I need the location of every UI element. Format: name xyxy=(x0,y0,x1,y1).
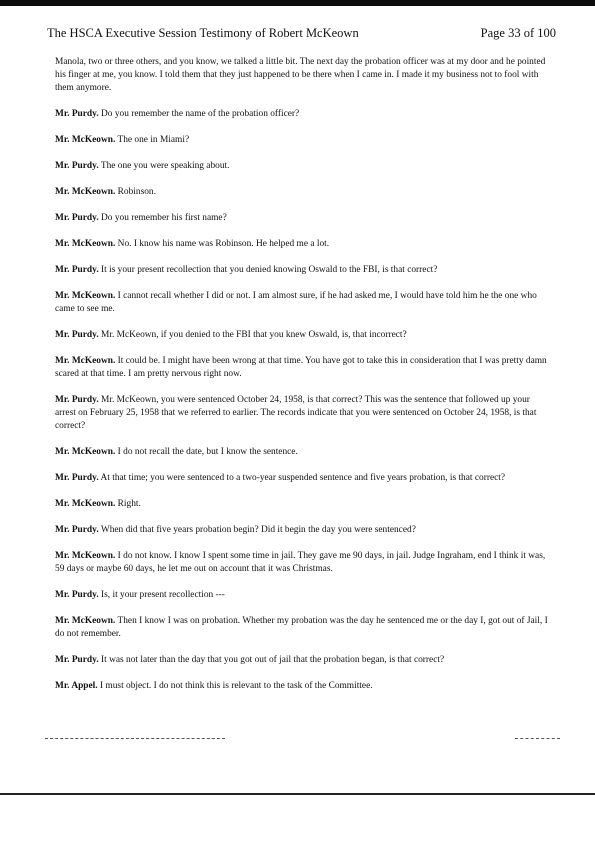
speech-text: Then I know I was on probation. Whether my probation was the day he sentenced me or the day I, got out of Jail, I do not remember. xyxy=(55,616,548,639)
transcript-exchange xyxy=(55,134,551,147)
transcript-exchange xyxy=(55,160,551,173)
speaker-name: Mr. McKeown. xyxy=(55,291,116,301)
transcript-exchange xyxy=(55,446,551,459)
speaker-name: Mr. Purdy. xyxy=(55,330,99,340)
speech-text: The one you were speaking about. xyxy=(100,161,230,171)
speaker-name: Mr. Purdy. xyxy=(55,655,99,665)
speaker-name: Mr. Purdy. xyxy=(55,265,99,275)
speech-text: I do not recall the date, but I know the sentence. xyxy=(117,447,298,457)
transcript-exchange xyxy=(55,264,551,277)
transcript-exchange xyxy=(55,329,551,342)
speaker-name: Mr. McKeown. xyxy=(55,187,116,197)
transcript-exchange xyxy=(55,290,551,316)
speaker-name: Mr. Purdy. xyxy=(55,473,99,483)
speaker-name: Mr. McKeown. xyxy=(55,447,116,457)
speech-text: Robinson. xyxy=(117,187,156,197)
speech-text: At that time; you were sentenced to a two-year suspended sentence and five years probation, is that correct? xyxy=(100,473,506,483)
transcript-exchange xyxy=(55,680,551,693)
transcript-exchange xyxy=(55,615,551,641)
transcript-exchange xyxy=(55,394,551,433)
transcript-exchange xyxy=(55,472,551,485)
speaker-name: Mr. McKeown. xyxy=(55,356,116,366)
transcript-exchange xyxy=(55,498,551,511)
speech-text: Do you remember his first name? xyxy=(101,213,227,223)
speaker-name: Mr. Purdy. xyxy=(55,395,99,405)
speaker-name: Mr. Purdy. xyxy=(55,213,99,223)
speaker-name: Mr. Purdy. xyxy=(55,161,99,171)
transcript-exchange xyxy=(55,355,551,381)
speech-text: Do you remember the name of the probation officer? xyxy=(101,109,300,119)
speaker-name: Mr. Purdy. xyxy=(55,109,99,119)
transcript-exchange xyxy=(55,186,551,199)
exchange-list xyxy=(55,108,551,693)
speaker-name: Mr. McKeown. xyxy=(55,239,116,249)
scan-artifact-line xyxy=(45,738,225,739)
transcript-exchange xyxy=(55,589,551,602)
speech-text: It could be. I might have been wrong at that time. You have got to take this in consideration that I was pretty damn scared at that time. I am pretty nervous right now. xyxy=(55,356,547,379)
scan-artifact-line xyxy=(515,738,560,739)
transcript-exchange xyxy=(55,654,551,667)
speech-text: I cannot recall whether I did or not. I am almost sure, if he had asked me, I would have told him he the one who came to see me. xyxy=(55,291,537,314)
transcript-exchange xyxy=(55,550,551,576)
speaker-name: Mr. McKeown. xyxy=(55,551,116,561)
speaker-name: Mr. Purdy. xyxy=(55,590,99,600)
speech-text: I must object. I do not think this is relevant to the task of the Committee. xyxy=(99,681,373,691)
speech-text: When did that five years probation begin? Did it begin the day you were sentenced? xyxy=(100,525,416,535)
speaker-name: Mr. McKeown. xyxy=(55,499,116,509)
speech-text: The one in Miami? xyxy=(117,135,190,145)
transcript-body xyxy=(55,56,551,706)
page-footer-rule xyxy=(0,793,595,795)
continued-paragraph: Manola, two or three others, and you know, we talked a little bit. The next day the probation officer was at my door and he pointed his finger at me, you know. I told them that they just happened to be there when I came in. I made it my business not to fool with them anymore. xyxy=(55,57,546,93)
speech-text: I do not know. I know I spent some time in jail. They gave me 90 days, in jail. Judge Ingraham, end I think it was, 59 days or maybe 60 days, he let me out on account that it was Christmas. xyxy=(55,551,546,574)
document-title: The HSCA Executive Session Testimony of Robert McKeown xyxy=(47,26,359,40)
speech-text: No. I know his name was Robinson. He helped me a lot. xyxy=(117,239,330,249)
transcript-exchange xyxy=(55,524,551,537)
transcript-exchange xyxy=(55,212,551,225)
speaker-name: Mr. Purdy. xyxy=(55,525,99,535)
page-number: Page 33 of 100 xyxy=(480,26,556,40)
transcript-exchange xyxy=(55,238,551,251)
speaker-name: Mr. McKeown. xyxy=(55,135,116,145)
top-border xyxy=(0,0,595,6)
page-header xyxy=(47,26,556,44)
speech-text: Mr. McKeown, if you denied to the FBI that you knew Oswald, is, that incorrect? xyxy=(101,330,407,340)
speech-text: Mr. McKeown, you were sentenced October 24, 1958, is that correct? This was the sentence that followed up your arrest on February 25, 1958 that we referred to earlier. The records indicate that you were sentenced on October 24, 1958, is that correct? xyxy=(55,395,537,431)
transcript-exchange xyxy=(55,108,551,121)
speech-text: Right. xyxy=(117,499,141,509)
speech-text: It is your present recollection that you denied knowing Oswald to the FBI, is that correct? xyxy=(101,265,438,275)
speaker-name: Mr. McKeown. xyxy=(55,616,116,626)
speaker-name: Mr. Appel. xyxy=(55,681,98,691)
speech-text: It was not later than the day that you got out of jail that the probation began, is that correct? xyxy=(101,655,445,665)
speech-text: Is, it your present recollection --- xyxy=(101,590,225,600)
